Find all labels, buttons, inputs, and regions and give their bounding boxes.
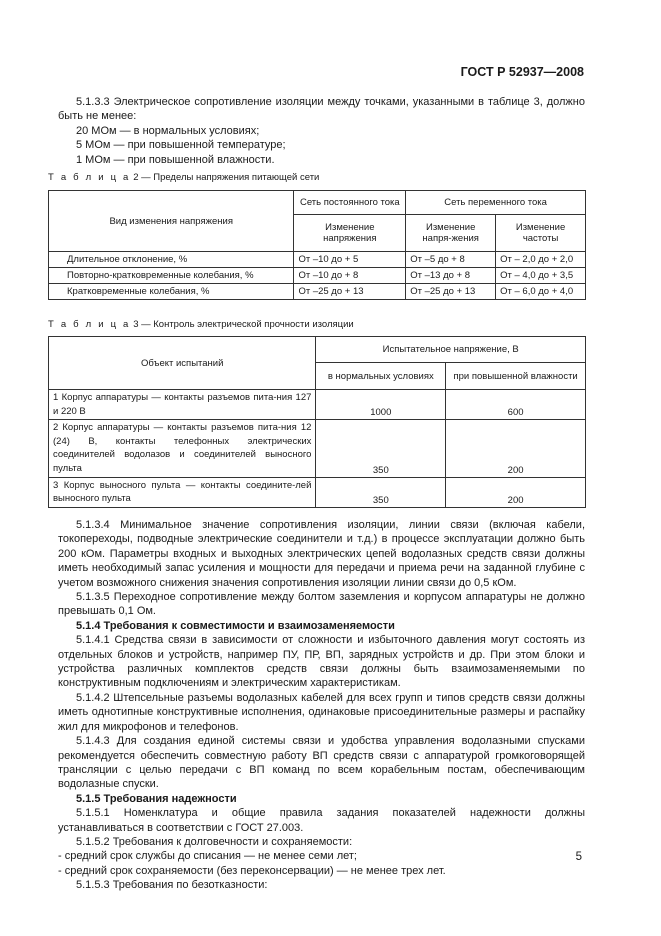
table-caption-text: 2 — Пределы напряжения питающей сети	[133, 172, 320, 183]
table-label: Т а б л и ц а	[48, 172, 131, 183]
table-cell: От – 6,0 до + 4,0	[496, 284, 586, 300]
paragraph-5-1-5-3: 5.1.5.3 Требования по безотказности:	[76, 879, 268, 892]
table-cell: От –25 до + 13	[294, 284, 406, 300]
table-header-cell: Испытательное напряжение, В	[316, 337, 586, 363]
paragraph-5-1-5-1: 5.1.5.1 Номенклатура и общие правила задания показателей надежности должны устанавливаться в соответствии с ГОСТ 27.003.	[58, 807, 585, 834]
table-header-cell: при повышенной влажности	[446, 363, 586, 390]
table-header-cell: Вид изменения напряжения	[49, 191, 294, 252]
table-3	[48, 336, 586, 508]
table-cell: 350	[316, 420, 446, 477]
table-2	[48, 190, 586, 300]
table-header-cell: Изменение частоты	[496, 215, 586, 252]
table-cell: От –13 до + 8	[406, 268, 496, 284]
table-cell: От –5 до + 8	[406, 252, 496, 268]
table-cell: 350	[316, 477, 446, 507]
table-row	[49, 477, 586, 507]
table-row	[49, 252, 586, 268]
table-label: Т а б л и ц а	[48, 319, 131, 330]
table-header-cell: Изменение напряжения	[294, 215, 406, 252]
table-header-cell: Объект испытаний	[49, 337, 316, 390]
table-header-cell: Сеть переменного тока	[406, 191, 586, 215]
table2-caption	[48, 172, 319, 183]
list-item: - средний срок службы до списания — не менее семи лет;	[58, 850, 357, 863]
list-item: 5 МОм — при повышенной температуре;	[76, 139, 286, 152]
list-item: 20 МОм — в нормальных условиях;	[76, 124, 260, 137]
table-row	[49, 284, 586, 300]
table-cell: Длительное отклонение, %	[49, 252, 294, 268]
paragraph-5-1-4-2: 5.1.4.2 Штепсельные разъемы водолазных кабелей для всех групп и типов средств связи должны иметь однотипные конструктивные исполнения, одинаковые присоединительные размеры и распайку жил для микрофонов и телефонов.	[58, 691, 585, 733]
table-cell: От –25 до + 13	[406, 284, 496, 300]
heading-5-1-5: 5.1.5 Требования надежности	[76, 792, 237, 805]
table-cell: 2 Корпус аппаратуры — контакты разъемов пита-ния 12 (24) В, контакты телефонных электрических соединителей водолазов и соединителей выносного пульта	[49, 420, 316, 477]
table-header-cell: в нормальных условиях	[316, 363, 446, 390]
table-row	[49, 420, 586, 477]
table-header-cell: Изменение напря-жения	[406, 215, 496, 252]
list-item: - средний срок сохраняемости (без переконсервации) — не менее трех лет.	[58, 864, 446, 877]
section-top	[58, 95, 585, 167]
table-cell: От – 2,0 до + 2,0	[496, 252, 586, 268]
table-cell: От –10 до + 5	[294, 252, 406, 268]
table-cell: От –10 до + 8	[294, 268, 406, 284]
paragraph-5-1-3-3: 5.1.3.3 Электрическое сопротивление изоляции между точками, указанными в таблице 3, должно быть не менее:	[58, 96, 585, 123]
page-number: 5	[575, 851, 582, 863]
paragraph-5-1-3-5: 5.1.3.5 Переходное сопротивление между болтом заземления и корпусом аппаратуры не должно превышать 0,1 Ом.	[58, 591, 585, 618]
table-cell: Повторно-кратковременные колебания, %	[49, 268, 294, 284]
table-cell: 1000	[316, 390, 446, 420]
paragraph-5-1-5-2: 5.1.5.2 Требования к долговечности и сохраняемости:	[76, 835, 353, 848]
table-row	[49, 390, 586, 420]
table-cell: От – 4,0 до + 3,5	[496, 268, 586, 284]
table-cell: Кратковременные колебания, %	[49, 284, 294, 300]
document-header: ГОСТ Р 52937—2008	[460, 65, 584, 79]
table3-caption	[48, 319, 354, 330]
table-caption-text: 3 — Контроль электрической прочности изоляции	[133, 319, 354, 330]
table-cell: 600	[446, 390, 586, 420]
table-cell: 200	[446, 477, 586, 507]
table-row	[49, 268, 586, 284]
table-cell: 200	[446, 420, 586, 477]
table-cell: 1 Корпус аппаратуры — контакты разъемов пита-ния 127 и 220 В	[49, 390, 316, 420]
paragraph-5-1-3-4: 5.1.3.4 Минимальное значение сопротивления изоляции, линии связи (включая кабели, токопереходы, подводные электрические соединители и т.д.) в процессе эксплуатации должно быть 200 кОм. Параметры входных и выходных электрических цепей водолазных средств связи должны иметь необходимый запас усиления и мощности для передачи и приема речи на заданной глубине с учетом возможного снижения значения сопротивления изоляции линии связи до 0,5 кОм.	[58, 519, 585, 589]
table-header-cell: Сеть постоянного тока	[294, 191, 406, 215]
section-bottom	[58, 518, 585, 893]
paragraph-5-1-4-1: 5.1.4.1 Средства связи в зависимости от сложности и избыточного давления могут состоять из отдельных блоков и устройств, например ПУ, ПР, ВП, зарядных устройств и др. При этом блоки и устройства различных комплектов средств связи должны быть взаимозаменяемыми по конструктивным подключениям и электрическим характеристикам.	[58, 634, 585, 690]
list-item: 1 МОм — при повышенной влажности.	[76, 153, 275, 166]
paragraph-5-1-4-3: 5.1.4.3 Для создания единой системы связи и удобства управления водолазными спусками рекомендуется обеспечить совместную работу ВП средств связи с аппаратурой громкоговорящей трансляции с целью передачи с ВП команд по всем корабельным постам, обеспечивающим водолазные спуски.	[58, 735, 585, 791]
heading-5-1-4: 5.1.4 Требования к совместимости и взаимозаменяемости	[76, 619, 395, 632]
table-cell: 3 Корпус выносного пульта — контакты соедините-лей выносного пульта	[49, 477, 316, 507]
